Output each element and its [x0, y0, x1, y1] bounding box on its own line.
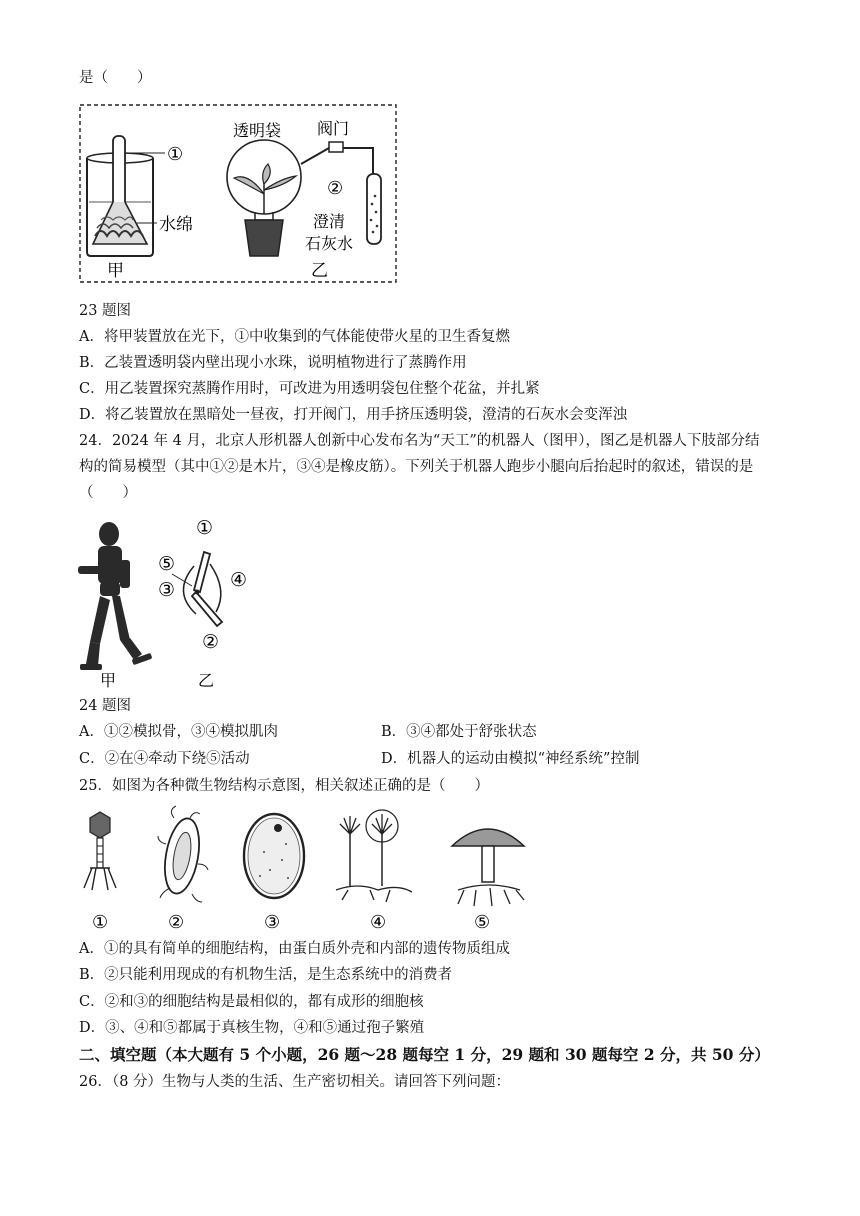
q26-stem: 26．（8 分）生物与人类的生活、生产密切相关。请回答下列问题： — [79, 1074, 511, 1090]
plant-bag-apparatus — [227, 140, 381, 256]
fig24-label-yi: 乙 — [198, 671, 215, 690]
fig24-label-jia: 甲 — [100, 671, 117, 690]
q25-option-a: A．①的具有简单的细胞结构，由蛋白质外壳和内部的遗传物质组成 — [79, 941, 510, 957]
bacterium-illustration — [158, 806, 208, 902]
q22-tail: 是（ ） — [79, 70, 152, 86]
q24-stem-line2: 构的简易模型（其中①②是木片，③④是橡皮筋）。下列关于机器人跑步小腿向后抬起时的叙述，错误的是 — [79, 459, 754, 475]
fig23-label-yi: 乙 — [311, 261, 328, 281]
yeast-cell-illustration — [244, 814, 304, 898]
fig24-circle4: ④ — [230, 569, 248, 591]
q24-option-d: D．机器人的运动由模拟“神经系统”控制 — [381, 751, 640, 767]
fig23-label-limewater-1: 澄清 — [313, 212, 346, 231]
mold-illustration — [336, 810, 412, 902]
robot-silhouette — [78, 522, 152, 670]
fig23-label-jia: 甲 — [107, 261, 124, 281]
q24-stem-line1: 24．2024 年 4 月，北京人形机器人创新中心发布名为“天工”的机器人（图甲），图乙是机器人下肢部分结 — [79, 433, 760, 449]
mushroom-illustration — [452, 829, 524, 906]
fig24-circle5: ⑤ — [158, 553, 176, 575]
q23-option-d: D．将乙装置放在黑暗处一昼夜，打开阀门，用手挤压透明袋，澄清的石灰水会变浑浊 — [79, 407, 628, 423]
q24-option-b: B．③④都处于舒张状态 — [381, 724, 537, 740]
figure-24 — [76, 514, 266, 694]
figure-25 — [78, 804, 538, 934]
fig24-circle3: ③ — [158, 579, 176, 601]
fig24-circle1: ① — [196, 517, 214, 539]
fig23-label-bag: 透明袋 — [233, 121, 282, 140]
fig24-caption: 24 题图 — [79, 698, 132, 714]
beaker-apparatus — [87, 136, 165, 256]
fig24-circle2: ② — [202, 631, 220, 653]
q25-stem: 25．如图为各种微生物结构示意图，相关叙述正确的是（ ） — [79, 778, 489, 794]
joint-model — [172, 552, 222, 626]
q24-option-a: A．①②模拟骨，③④模拟肌肉 — [79, 724, 278, 740]
section2-heading: 二、填空题（本大题有 5 个小题，26 题～28 题每空 1 分，29 题和 30 题每空 2 分，共 50 分） — [79, 1045, 770, 1064]
fig25-label-5: ⑤ — [474, 912, 491, 933]
fig25-label-2: ② — [168, 912, 185, 933]
q23-option-a: A．将甲装置放在光下，①中收集到的气体能使带火星的卫生香复燃 — [79, 329, 510, 345]
figure-23 — [79, 104, 399, 286]
virus-illustration — [84, 812, 116, 890]
q24-option-c: C．②在④牵动下绕⑤活动 — [79, 751, 250, 767]
fig23-label-circle2: ② — [327, 178, 344, 199]
q23-option-b: B．乙装置透明袋内壁出现小水珠，说明植物进行了蒸腾作用 — [79, 355, 467, 371]
q25-option-d: D．③、④和⑤都属于真核生物，④和⑤通过孢子繁殖 — [79, 1020, 425, 1036]
fig25-label-3: ③ — [264, 912, 281, 933]
fig25-label-1: ① — [92, 912, 109, 933]
fig23-caption: 23 题图 — [79, 303, 132, 319]
q25-option-b: B．②只能利用现成的有机物生活，是生态系统中的消费者 — [79, 967, 453, 983]
q25-option-c: C．②和③的细胞结构是最相似的，都有成形的细胞核 — [79, 994, 424, 1010]
q23-option-c: C．用乙装置探究蒸腾作用时，可改进为用透明袋包住整个花盆，并扎紧 — [79, 381, 540, 397]
q24-stem-line3: （ ） — [79, 485, 137, 501]
fig25-label-4: ④ — [370, 912, 387, 933]
fig23-label-valve: 阀门 — [317, 119, 350, 138]
fig23-label-circle1: ① — [167, 144, 184, 165]
fig23-label-limewater-2: 石灰水 — [305, 234, 354, 253]
fig23-label-spongeweed: 水绵 — [159, 215, 193, 235]
